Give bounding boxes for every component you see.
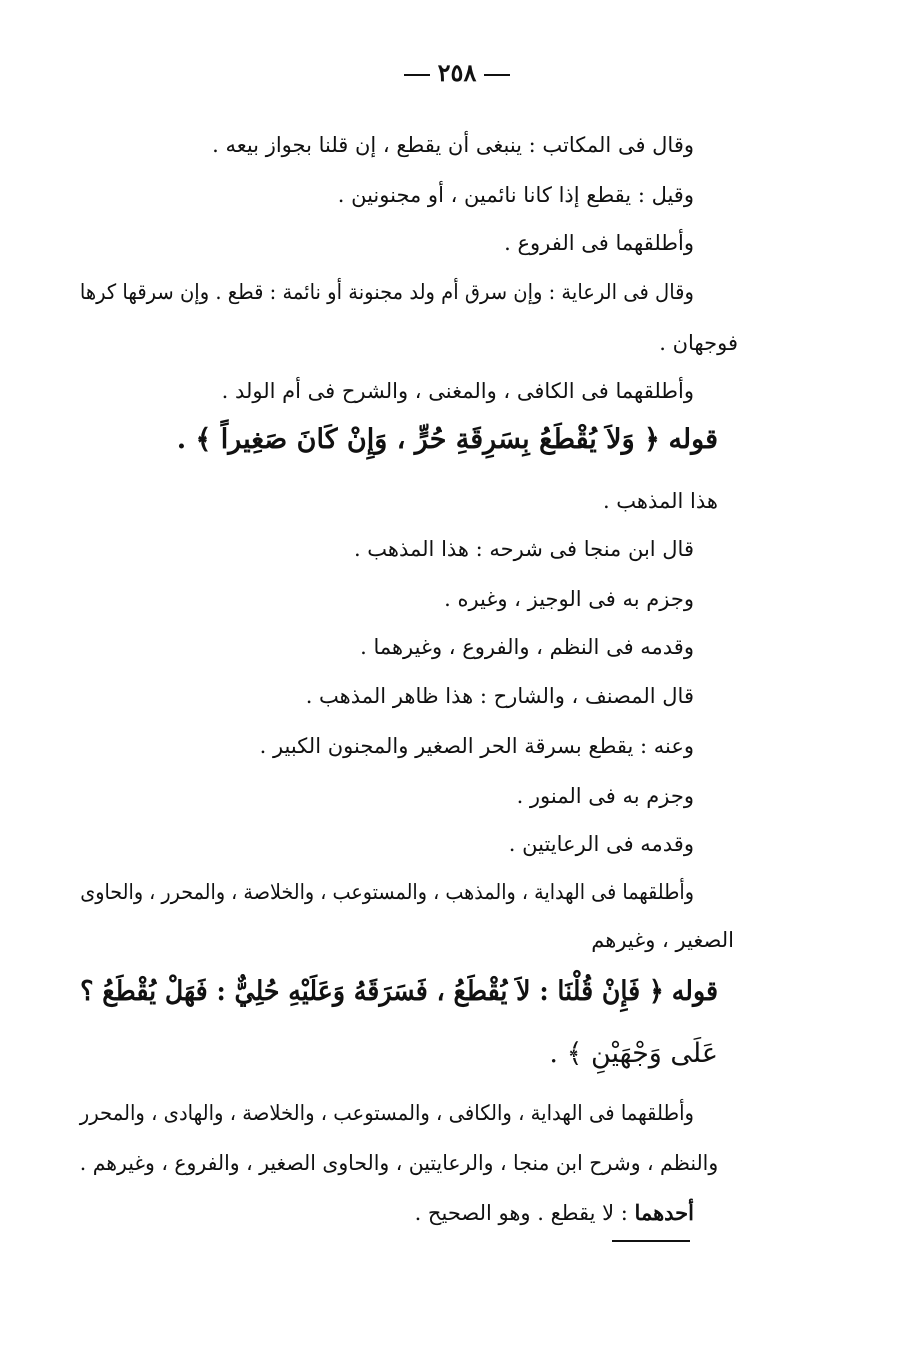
text-line-13: وجزم به فى المنور . xyxy=(516,784,694,808)
text-line-3: وأطلقهما فى الفروع . xyxy=(504,231,694,255)
text-line-6: وأطلقهما فى الكافى ، والمغنى ، والشرح فى أم الولد . xyxy=(221,379,694,403)
last-line-lead: أحدهما xyxy=(634,1200,694,1225)
text-line-4: وقال فى الرعاية : وإن سرق أم ولد مجنونة أو نائمة : قطع . وإن سرقها كرها xyxy=(80,280,694,304)
text-line-9: وجزم به فى الوجيز ، وغيره . xyxy=(444,587,694,611)
footnote-rule xyxy=(612,1240,690,1242)
text-line-5: فوجهان . xyxy=(659,331,738,355)
quote-line-3: عَلَى وَجْهَيْنِ ﴾ . xyxy=(549,1038,718,1069)
text-line-16: الصغير ، وغيرهم xyxy=(591,928,734,952)
text-line-11: قال المصنف ، والشارح : هذا ظاهر المذهب . xyxy=(305,684,694,708)
quote-text: ﴿ وَلاَ يُقْطَعُ بِسَرِقَةِ حُرٍّ ، وَإِنْ كَانَ صَغِيراً ﴾ . xyxy=(176,424,660,455)
page-number: ٢٥٨ xyxy=(0,58,914,87)
text-line-15: وأطلقهما فى الهداية ، والمذهب ، والمستوعب ، والخلاصة ، والمحرر ، والحاوى xyxy=(80,880,694,904)
quote-lead: قوله xyxy=(668,424,718,455)
quote-text: ﴿ فَإِنْ قُلْنَا : لاَ يُقْطَعُ ، فَسَرَقَهُ وَعَلَيْهِ حُلِيٌّ : فَهَلْ يُقْطَعُ ؟ xyxy=(80,976,664,1007)
quote-line-2 xyxy=(80,972,718,1012)
last-line-text: : لا يقطع . وهو الصحيح . xyxy=(414,1201,628,1225)
text-line-1: وقال فى المكاتب : ينبغى أن يقطع ، إن قلنا بجواز بيعه . xyxy=(212,133,694,157)
text-line-7: هذا المذهب . xyxy=(602,489,718,513)
text-line-17: وأطلقهما فى الهداية ، والكافى ، والمستوعب ، والخلاصة ، والهادى ، والمحرر xyxy=(79,1101,694,1125)
text-line-18: والنظم ، وشرح ابن منجا ، والرعايتين ، والحاوى الصغير ، والفروع ، وغيرهم . xyxy=(79,1151,718,1175)
text-line-10: وقدمه فى النظم ، والفروع ، وغيرهما . xyxy=(360,635,694,659)
text-line-19 xyxy=(415,1198,694,1228)
text-line-2: وقيل : يقطع إذا كانا نائمين ، أو مجنونين . xyxy=(337,183,694,207)
quote-line-1 xyxy=(177,420,718,460)
page-number-dash-right xyxy=(484,74,510,76)
text-line-14: وقدمه فى الرعايتين . xyxy=(508,832,694,856)
text-line-8: قال ابن منجا فى شرحه : هذا المذهب . xyxy=(353,537,694,561)
page-number-dash-left xyxy=(404,74,430,76)
quote-lead: قوله xyxy=(671,976,718,1007)
text-line-12: وعنه : يقطع بسرقة الحر الصغير والمجنون الكبير . xyxy=(259,734,694,758)
